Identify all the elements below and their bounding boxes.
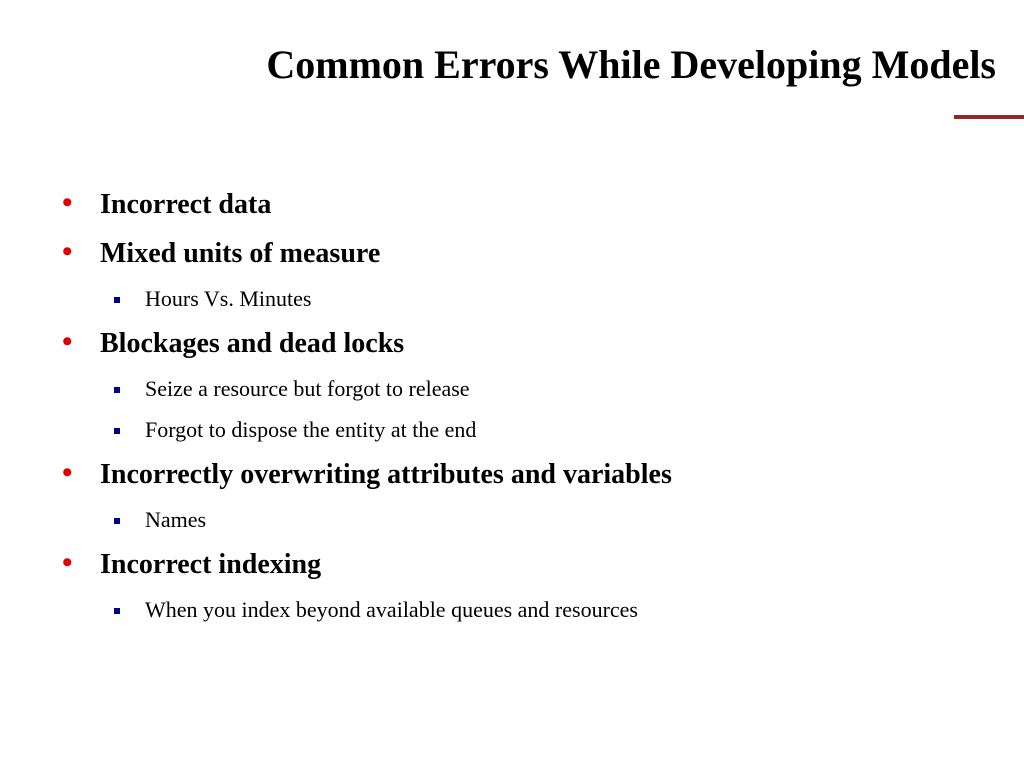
- bullet-marker: •: [62, 546, 73, 579]
- sub-bullet-item: Names: [145, 507, 207, 532]
- sub-bullet-marker: [114, 428, 120, 434]
- sub-bullet-item: Hours Vs. Minutes: [145, 286, 312, 311]
- bullet-marker: •: [62, 325, 73, 358]
- bullet-marker: •: [62, 186, 73, 219]
- bullet-item: Incorrect indexing: [100, 549, 322, 580]
- sub-bullet-marker: [114, 297, 120, 303]
- bullet-item: Mixed units of measure: [100, 238, 381, 269]
- sub-bullet-marker: [114, 608, 120, 614]
- bullet-marker: •: [62, 456, 73, 489]
- slide-title: Common Errors While Developing Models: [266, 42, 996, 87]
- bullet-item: Incorrectly overwriting attributes and variables: [100, 459, 672, 490]
- sub-bullet-marker: [114, 387, 120, 393]
- bullet-marker: •: [62, 235, 73, 268]
- bullet-item: Blockages and dead locks: [100, 328, 405, 359]
- sub-bullet-item: When you index beyond available queues and resources: [145, 597, 638, 622]
- sub-bullet-item: Seize a resource but forgot to release: [145, 376, 470, 401]
- sub-bullet-marker: [114, 518, 120, 524]
- sub-bullet-item: Forgot to dispose the entity at the end: [145, 417, 477, 442]
- bullet-item: Incorrect data: [100, 189, 272, 220]
